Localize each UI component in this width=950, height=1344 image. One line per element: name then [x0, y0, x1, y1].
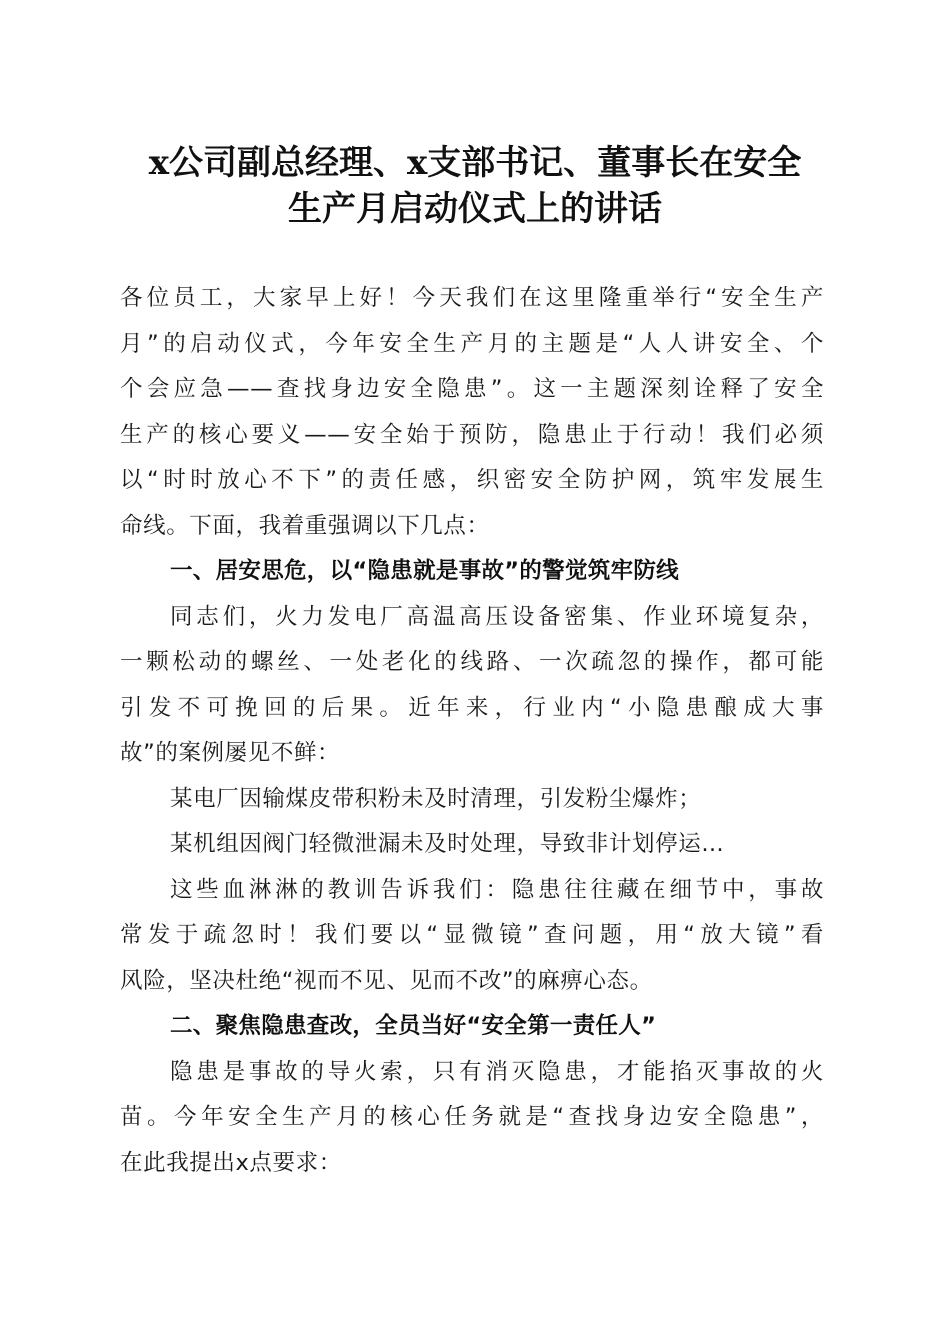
paragraph-line: 同志们，火力发电厂高温高压设备密集、作业环境复杂， — [170, 603, 824, 630]
paragraph-line: 隐患是事故的导火索，只有消灭隐患，才能掐灭事故的火 — [170, 1058, 824, 1085]
paragraph-line: 苗。今年安全生产月的核心任务就是“查找身边安全隐患”， — [120, 1104, 824, 1130]
paragraph-lessons — [120, 868, 824, 1005]
paragraph-line: 这些血淋淋的教训告诉我们：隐患往往藏在细节中，事故 — [170, 876, 824, 903]
document-body — [120, 276, 824, 1186]
paragraph-line: 生产的核心要义——安全始于预防，隐患止于行动！我们必须 — [120, 421, 824, 448]
paragraph-line: 以“时时放心不下”的责任感，织密安全防护网，筑牢发展生 — [120, 467, 824, 493]
section-heading-1: 一、居安思危，以“隐患就是事故”的警觉筑牢防线 — [170, 558, 679, 584]
paragraph-hazards — [120, 595, 824, 777]
paragraph-line: 常发于疏忽时！我们要以“显微镜”查问题，用“放大镜”看 — [120, 922, 824, 948]
paragraph-greeting — [120, 276, 824, 549]
paragraph-example-1: 某电厂因输煤皮带积粉未及时清理，引发粉尘爆炸； — [170, 785, 702, 812]
paragraph-line: 引发不可挽回的后果。近年来，行业内“小隐患酿成大事 — [120, 694, 824, 721]
paragraph-requirements — [120, 1050, 824, 1187]
document-title — [100, 140, 850, 232]
paragraph-line: 风险，坚决杜绝“视而不见、见而不改”的麻痹心态。 — [120, 967, 653, 994]
paragraph-line: 故”的案例屡见不鲜： — [120, 740, 341, 766]
paragraph-line: 月”的启动仪式，今年安全生产月的主题是“人人讲安全、个 — [120, 330, 824, 357]
paragraph-line: 一颗松动的螺丝、一处老化的线路、一次疏忽的操作，都可能 — [120, 649, 824, 675]
paragraph-line: 各位员工，大家早上好！今天我们在这里隆重举行“安全生产 — [120, 285, 824, 311]
section-heading-2: 二、聚焦隐患查改，全员当好“安全第一责任人” — [170, 1013, 657, 1039]
paragraph-example-2: 某机组因阀门轻微泄漏未及时处理，导致非计划停运… — [170, 831, 725, 857]
paragraph-line: 命线。下面，我着重强调以下几点： — [120, 512, 490, 539]
title-line-1: x公司副总经理、x支部书记、董事长在安全 — [148, 143, 802, 183]
paragraph-line: 在此我提出x点要求： — [120, 1149, 342, 1176]
paragraph-line: 个会应急——查找身边安全隐患”。这一主题深刻诠释了安全 — [120, 376, 824, 402]
title-line-2: 生产月启动仪式上的讲话 — [288, 189, 662, 229]
